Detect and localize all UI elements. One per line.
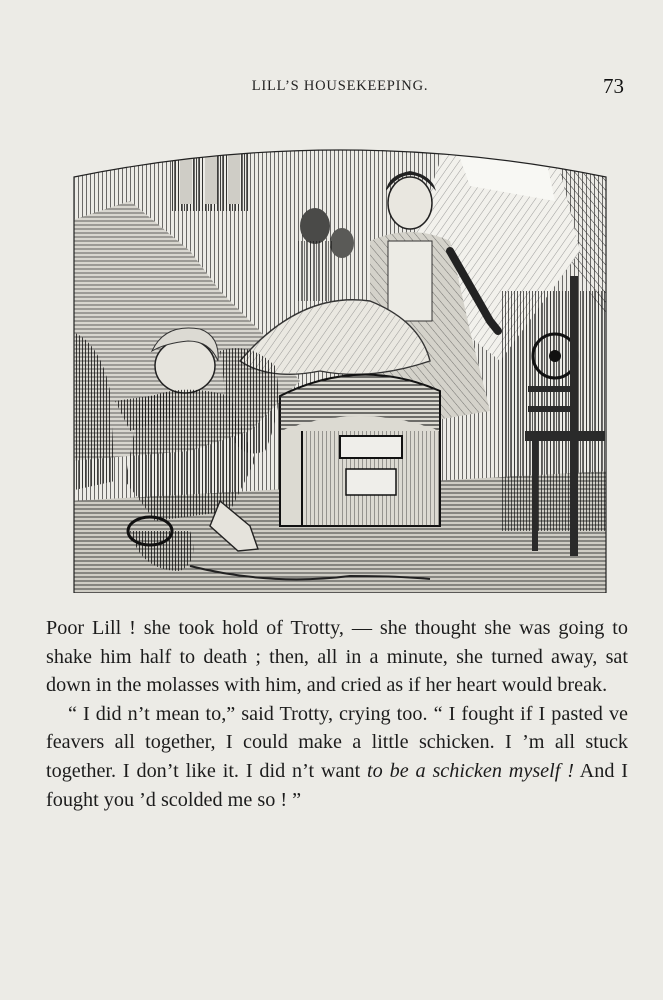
body-text [46,614,628,814]
paragraph-2-text-b: And I fought you ’d scolded me so ! ” [46,759,629,811]
running-title: LILL’S HOUSEKEEPING. [251,78,429,94]
engraving-illustration [70,131,610,593]
paragraph-2 [46,700,628,814]
paragraph-1: Poor Lill ! she took hold of Trotty, — she thought she was going to shake him half to death ; then, all in a minute, she turned away, sat down in the molasses with him, and cried as if her heart would break. [46,617,628,697]
running-head [0,74,663,102]
page-number: 73 [603,74,624,98]
paragraph-2-text-a: “ I did n’t mean to,” said Trotty, crying too. “ I fought if I pasted ve feavers all together, I could make a little schicken. I ’m all stuck together. I don’t like it. I did n’t want [46,702,628,782]
paragraph-2-italic: to be a schicken myself ! [367,759,574,782]
